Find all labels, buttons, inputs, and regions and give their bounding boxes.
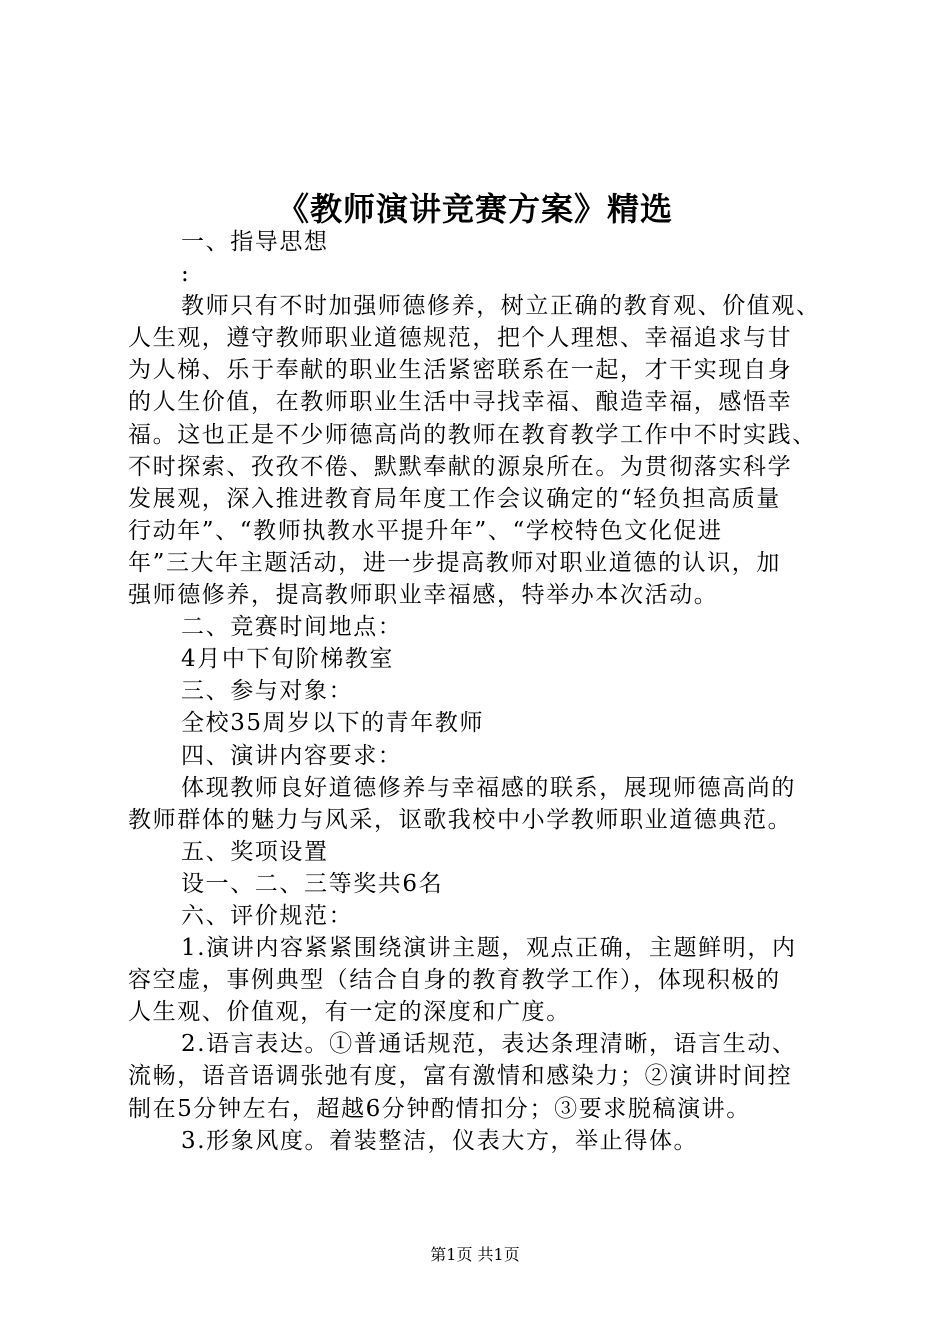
- paragraph-line: 年”三大年主题活动，进一步提高教师对职业道德的认识，加: [128, 549, 781, 576]
- paragraph-line: 1.演讲内容紧紧围绕演讲主题，观点正确，主题鲜明，内: [181, 935, 797, 962]
- paragraph-line: 不时探索、孜孜不倦、默默奉献的源泉所在。为贯彻落实科学: [128, 453, 793, 480]
- paragraph-line: 六、评价规范：: [181, 902, 354, 929]
- paragraph-line: 制在5分钟左右，超越6分钟酌情扣分；③要求脱稿演讲。: [128, 1095, 751, 1122]
- paragraph-line: 福。这也正是不少师德高尚的教师在教育教学工作中不时实践、: [128, 421, 817, 448]
- document-body: [128, 226, 828, 1157]
- paragraph-line: 设一、二、三等奖共6名: [181, 870, 444, 897]
- paragraph-line: 一、指导思想: [181, 229, 329, 255]
- paragraph-line: 三、参与对象：: [181, 678, 354, 705]
- document-title: 《教师演讲竞赛方案》精选: [276, 190, 673, 228]
- paragraph-line: 流畅，语音语调张弛有度，富有激情和感染力；②演讲时间控: [128, 1063, 793, 1090]
- paragraph-line: 四、演讲内容要求：: [181, 742, 403, 769]
- paragraph-line: 发展观，深入推进教育局年度工作会议确定的“轻负担高质量: [128, 485, 781, 512]
- page-footer: 第1页 共1页: [430, 1245, 520, 1264]
- paragraph-line: 3.形象风度。着装整洁，仪表大方，举止得体。: [181, 1127, 699, 1154]
- paragraph-line: 教师只有不时加强师德修养，树立正确的教育观、价值观、: [181, 293, 821, 320]
- paragraph-line: 二、竞赛时间地点：: [181, 614, 403, 641]
- paragraph-line: 4月中下旬阶梯教室: [181, 646, 395, 673]
- paragraph-line: 的人生价值，在教师职业生活中寻找幸福、酿造幸福，感悟幸: [128, 389, 793, 416]
- paragraph-line: :: [181, 261, 191, 288]
- paragraph-line: 教师群体的魅力与风采，讴歌我校中小学教师职业道德典范。: [128, 806, 793, 833]
- paragraph-line: 人生观、价值观，有一定的深度和广度。: [128, 999, 571, 1026]
- paragraph-line: 五、奖项设置: [181, 838, 329, 865]
- paragraph-line: 人生观，遵守教师职业道德规范，把个人理想、幸福追求与甘: [128, 325, 793, 352]
- paragraph-line: 全校35周岁以下的青年教师: [181, 710, 485, 737]
- paragraph-line: 2.语言表达。①普通话规范，表达条理清晰，语言生动、: [181, 1031, 797, 1058]
- paragraph-line: 为人梯、乐于奉献的职业生活紧密联系在一起，才干实现自身: [128, 357, 793, 384]
- paragraph-line: 容空虚，事例典型（结合自身的教育教学工作），体现积极的: [128, 967, 781, 994]
- paragraph-line: 强师德修养，提高教师职业幸福感，特举办本次活动。: [128, 582, 719, 609]
- paragraph-line: 体现教师良好道德修养与幸福感的联系，展现师德高尚的: [181, 774, 796, 801]
- paragraph-line: 行动年”、“教师执教水平提升年”、“学校特色文化促进: [128, 517, 723, 544]
